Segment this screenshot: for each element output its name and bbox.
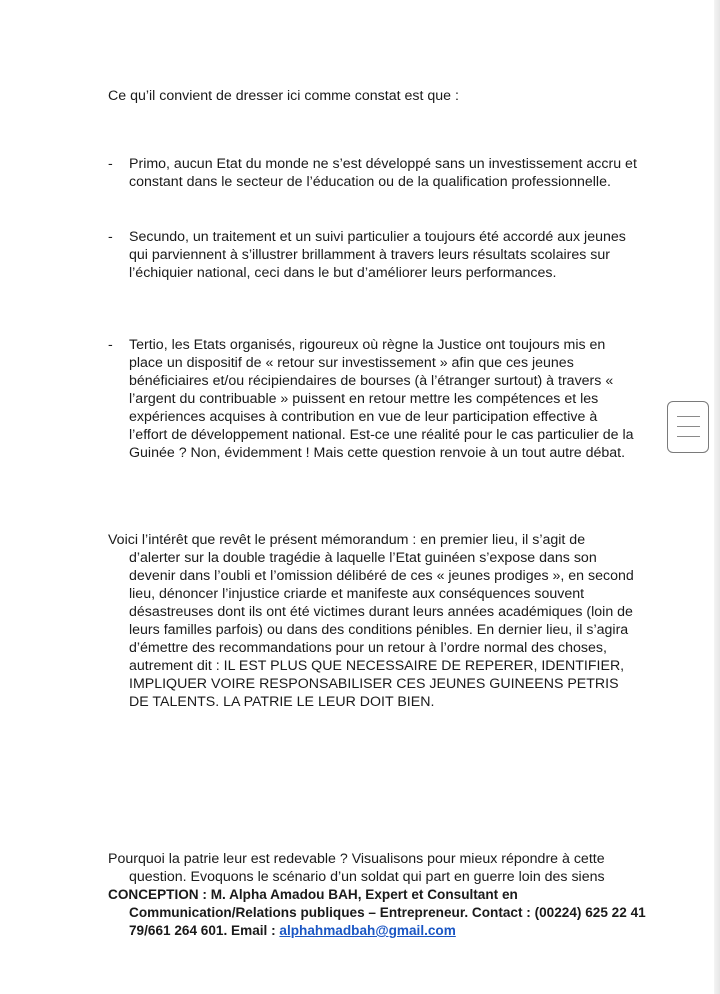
bullet-item-tertio xyxy=(108,336,638,462)
bullet-text: Secundo, un traitement et un suivi particulier a toujours été accordé aux jeunes qui parviennent à s’illustrer brillamment à travers leurs résultats scolaires sur l’échiquier national, ceci dans le but d’améliorer leurs performances. xyxy=(129,229,626,281)
bullet-text: Tertio, les Etats organisés, rigoureux où règne la Justice ont toujours mis en place un dispositif de « retour sur investissement » afin que ces jeunes bénéficiaires et/ou récipiendaires de bourses (à l’étranger surtout) à travers « l’argent du contribuable » puissent en retour mettre les compétences et les expériences acquises à contribution en vue de leur participation effective à l’effort de développement national. Est-ce une réalité pour le cas particulier de la Guinée ? Non, évidemment ! Mais cette question renvoie à un tout autre débat. xyxy=(129,337,634,461)
footer-text: CONCEPTION : M. Alpha Amadou BAH, Expert et Consultant en Communication/Relations publiques – Entrepreneur. Contact : (00224) 625 22 41 79/661 264 601. Email : xyxy=(108,887,646,938)
closing-paragraph: Pourquoi la patrie leur est redevable ? Visualisons pour mieux répondre à cette question. Evoquons le scénario d’un soldat qui part en guerre loin des siens xyxy=(108,851,605,885)
bullet-item-primo xyxy=(108,155,638,191)
memorandum-paragraph: Voici l’intérêt que revêt le présent mémorandum : en premier lieu, il s’agit de d’alerter sur la double tragédie à laquelle l’Etat guinéen s’expose dans son devenir dans l’oubli et l’omission délibéré de ces « jeunes prodiges », en second lieu, dénoncer l’injustice criarde et manifeste aux conséquences souvent désastreuses dont ils ont été victimes durant leurs années académiques (loin de leurs familles parfois) ou dans des conditions pénibles. En dernier lieu, il s’agira d’émettre des recommandations pour un retour à l’ordre normal des choses, autrement dit : IL EST PLUS QUE NECESSAIRE DE REPERER, IDENTIFIER, IMPLIQUER VOIRE RESPONSABILISER CES JEUNES GUINEENS PETRIS DE TALENTS. LA PATRIE LE LEUR DOIT BIEN. xyxy=(108,532,634,710)
bullet-dash: - xyxy=(108,337,113,353)
hamburger-menu-icon xyxy=(677,416,700,417)
author-footer xyxy=(108,886,648,940)
intro-paragraph: Ce qu’il convient de dresser ici comme constat est que : xyxy=(108,88,459,104)
bullet-item-secundo xyxy=(108,228,638,282)
bullet-text: Primo, aucun Etat du monde ne s’est développé sans un investissement accru et constant dans le secteur de l’éducation ou de la qualification professionnelle. xyxy=(129,156,637,190)
page-edge-shadow xyxy=(714,0,720,994)
bullet-dash: - xyxy=(108,229,113,245)
bullet-dash: - xyxy=(108,156,113,172)
email-link[interactable]: alphahmadbah@gmail.com xyxy=(279,923,456,938)
hamburger-menu-icon xyxy=(677,426,700,427)
floating-menu-button[interactable] xyxy=(667,401,709,453)
hamburger-menu-icon xyxy=(677,436,700,437)
